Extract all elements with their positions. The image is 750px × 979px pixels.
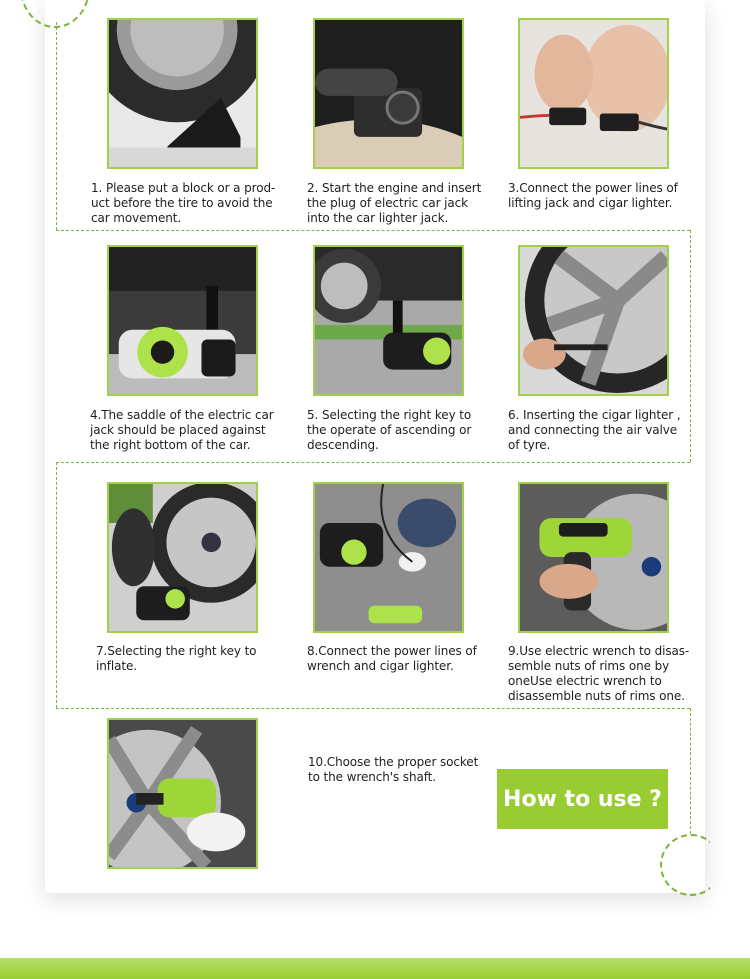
step-8-photo <box>313 482 464 633</box>
bottom-right-dashed-arc <box>660 834 722 896</box>
step-10-photo <box>107 718 258 869</box>
step-1-photo <box>107 18 258 169</box>
guide-line-left-1 <box>56 22 57 230</box>
step-2-photo <box>313 18 464 169</box>
electric-wrench-rim-photo <box>520 484 667 631</box>
electric-jack-under-car-photo <box>109 247 256 394</box>
step-9-photo <box>518 482 669 633</box>
inflating-tyre-photo <box>109 484 256 631</box>
car-lighter-plug-photo <box>315 20 462 167</box>
guide-line-right-2 <box>690 708 691 834</box>
wrench-connection-photo <box>315 484 462 631</box>
how-to-use-button[interactable]: How to use ? <box>497 769 668 829</box>
step-1-caption: 1. Please put a block or a prod- uct before the tire to avoid the car movement. <box>91 181 276 225</box>
power-line-connector-photo <box>520 20 667 167</box>
guide-line-row-2 <box>56 462 690 463</box>
step-10-caption: 10.Choose the proper socket to the wrench's shaft. <box>308 755 479 784</box>
step-3-photo <box>518 18 669 169</box>
step-7-photo <box>107 482 258 633</box>
step-7-caption: 7.Selecting the right key to inflate. <box>96 644 257 673</box>
jack-lifting-car-photo <box>315 247 462 394</box>
step-3-caption: 3.Connect the power lines of lifting jack and cigar lighter. <box>508 181 678 210</box>
tyre-air-valve-photo <box>520 247 667 394</box>
step-4-photo <box>107 245 258 396</box>
step-6-caption: 6. Inserting the cigar lighter , and connecting the air valve of tyre. <box>508 408 681 452</box>
step-4-caption: 4.The saddle of the electric car jack should be placed against the right bottom of the car. <box>90 408 274 452</box>
guide-line-row-1 <box>56 230 690 231</box>
wrench-socket-photo <box>109 720 256 867</box>
step-5-photo <box>313 245 464 396</box>
step-5-caption: 5. Selecting the right key to the operate of ascending or descending. <box>307 408 472 452</box>
tire-wheel-chock-photo <box>109 20 256 167</box>
guide-line-row-3 <box>56 708 690 709</box>
step-8-caption: 8.Connect the power lines of wrench and cigar lighter. <box>307 644 477 673</box>
step-9-caption: 9.Use electric wrench to disas- semble nuts of rims one by oneUse electric wrench to disassemble nuts of rims one. <box>508 644 690 703</box>
bottom-accent-bar <box>0 958 750 979</box>
step-2-caption: 2. Start the engine and insert the plug of electric car jack into the car lighter jack. <box>307 181 482 225</box>
step-6-photo <box>518 245 669 396</box>
guide-line-left-2 <box>56 462 57 708</box>
guide-line-right-1 <box>690 230 691 462</box>
